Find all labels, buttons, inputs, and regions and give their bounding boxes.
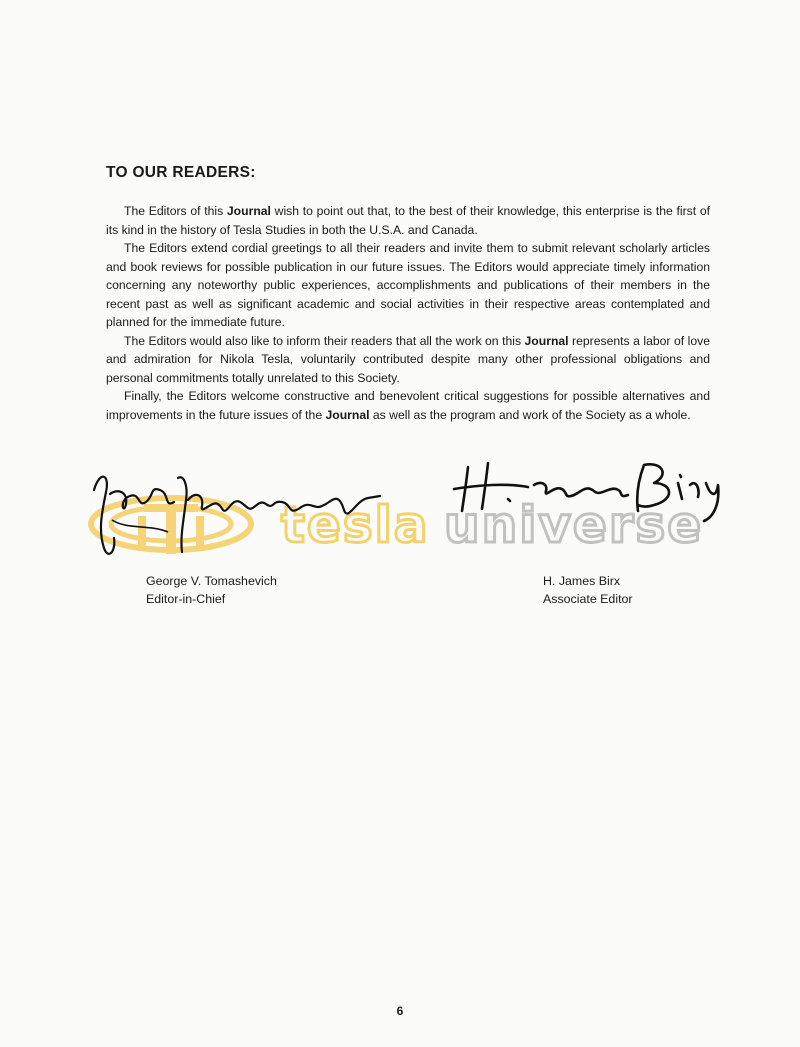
- watermark-word-tesla: tesla: [281, 496, 430, 554]
- paragraph-4-text-c: as well as the program and work of the Society as a whole.: [369, 407, 691, 422]
- letter-body: [106, 202, 710, 424]
- paragraph-1-journal: Journal: [226, 204, 271, 218]
- signer-right: [543, 572, 633, 608]
- paragraph-3: [106, 332, 710, 388]
- paragraph-2-text: The Editors extend cordial greetings to all their readers and invite them to submit relevant scholarly articles and book reviews for possible publication in our future issues. The Editors would appreciate timely information concerning any noteworthy public experiences, accomplishments and publications of their members in the recent past as well as significant academic and social activities in their respective areas contemplated and planned for the immediate future.: [106, 241, 710, 329]
- paragraph-4-journal: Journal: [325, 407, 370, 422]
- signer-right-name: H. James Birx: [543, 574, 621, 588]
- paragraph-3-text-a: The Editors would also like to inform their readers that all the work on this: [124, 333, 525, 348]
- page-number: 6: [396, 1004, 404, 1018]
- watermark-word-universe: universe: [444, 496, 704, 554]
- paragraph-1: [106, 202, 710, 239]
- signer-left-name: George V. Tomashevich: [146, 574, 277, 588]
- signer-left: [146, 572, 277, 608]
- signatures: [80, 455, 720, 575]
- paragraph-4-text-a: Finally, the Editors welcome constructive and benevolent critical suggestions for possible alternatives and improvements in the future issues of the: [106, 389, 710, 422]
- signature-right: [448, 455, 728, 525]
- paragraph-2: [106, 239, 710, 332]
- paragraph-1-text-c: wish to point out that, to the best of their knowledge, this enterprise is the first of its kind in the history of Tesla Studies in both the U.S.A. and Canada.: [106, 204, 710, 237]
- signer-left-title: Editor-in-Chief: [146, 592, 226, 606]
- paragraph-4: [106, 387, 710, 424]
- section-heading: TO OUR READERS:: [106, 164, 256, 181]
- paragraph-1-text-a: The Editors of this: [124, 204, 227, 218]
- signature-left: [88, 460, 388, 575]
- signer-right-title: Associate Editor: [543, 592, 633, 606]
- paragraph-3-journal: Journal: [524, 333, 569, 348]
- paragraph-3-text-c: represents a labor of love and admiration for Nikola Tesla, voluntarily contributed despite many other professional obligations and personal commitments totally unrelated to this Society.: [106, 333, 710, 385]
